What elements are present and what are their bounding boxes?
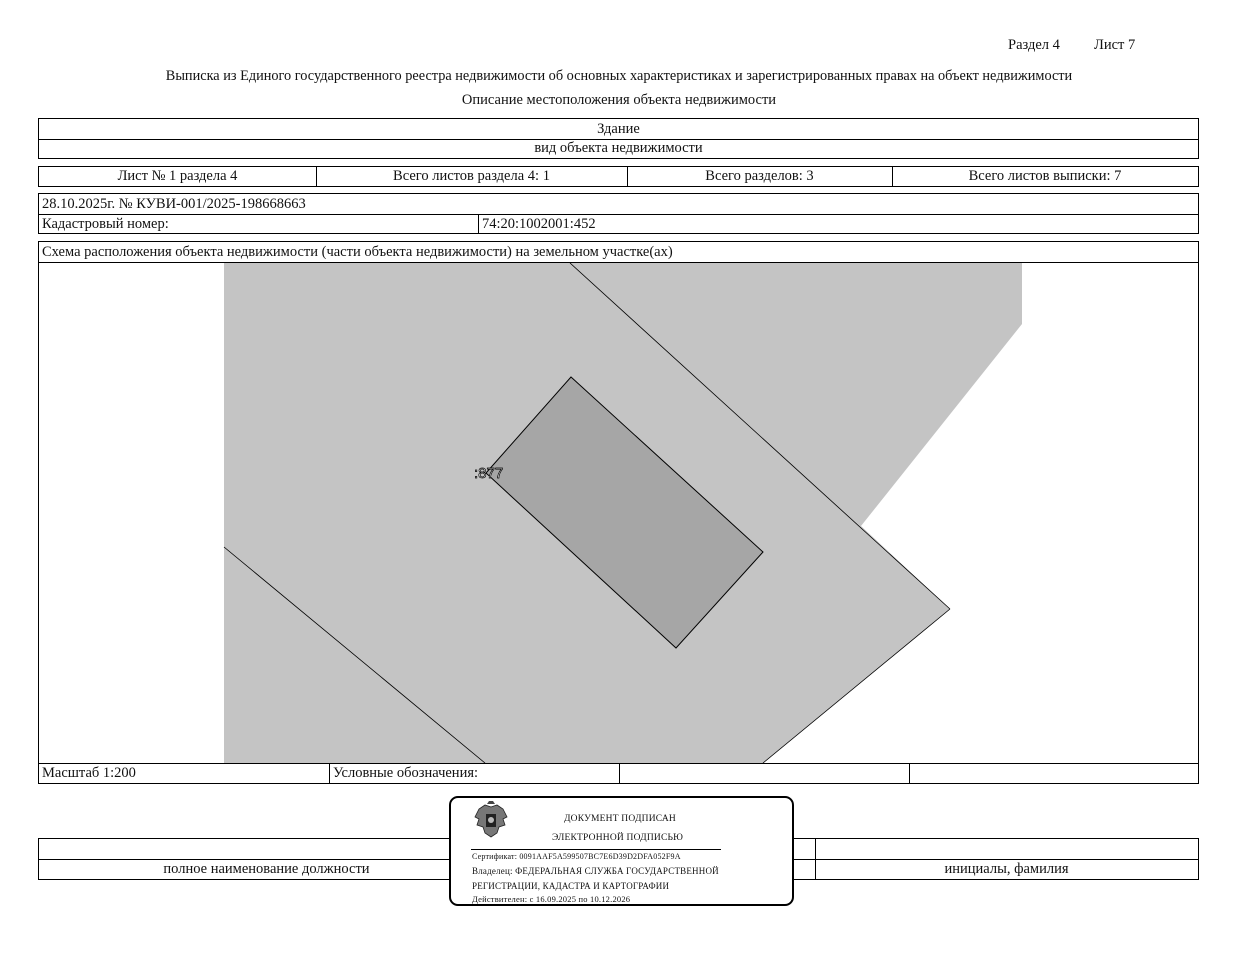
object-type-caption: вид объекта недвижимости bbox=[534, 140, 703, 156]
total-sections: Всего разделов: 3 bbox=[705, 168, 814, 184]
stamp-heading-line1: ДОКУМЕНТ ПОДПИСАН bbox=[564, 814, 676, 824]
electronic-signature-stamp bbox=[449, 796, 794, 906]
section-number: Раздел 4 bbox=[1008, 37, 1060, 53]
divider bbox=[39, 214, 1198, 215]
cadastral-number: 74:20:1002001:452 bbox=[482, 216, 596, 232]
request-box bbox=[38, 193, 1199, 234]
sheets-row bbox=[38, 166, 1199, 187]
request-date-number: 28.10.2025г. № КУВИ-001/2025-198668663 bbox=[42, 196, 306, 212]
stamp-validity: Действителен: с 16.09.2025 по 10.12.2026 bbox=[472, 894, 631, 904]
position-caption: полное наименование должности bbox=[163, 861, 370, 877]
divider bbox=[909, 763, 910, 783]
stamp-owner-line2: РЕГИСТРАЦИИ, КАДАСТРА И КАРТОГРАФИИ bbox=[472, 881, 670, 891]
object-type-box bbox=[38, 118, 1199, 159]
scale-label: Масштаб 1:200 bbox=[42, 765, 136, 781]
scheme-title: Схема расположения объекта недвижимости (части объекта недвижимости) на земельном участке(ах) bbox=[42, 244, 673, 260]
stamp-owner-line1: Владелец: ФЕДЕРАЛЬНАЯ СЛУЖБА ГОСУДАРСТВЕННОЙ bbox=[472, 866, 719, 876]
stamp-heading-line2: ЭЛЕКТРОННОЙ ПОДПИСЬЮ bbox=[552, 833, 684, 843]
parcel-number-label: :877 bbox=[474, 465, 504, 482]
divider bbox=[478, 214, 479, 233]
legend-label: Условные обозначения: bbox=[333, 765, 479, 781]
total-sheets-section: Всего листов раздела 4: 1 bbox=[393, 168, 550, 184]
divider bbox=[619, 763, 620, 783]
document-title: Выписка из Единого государственного реестра недвижимости об основных характеристиках и зарегистрированных правах на объект недвижимости bbox=[165, 68, 1073, 84]
object-type-value: Здание bbox=[597, 120, 640, 137]
document-subtitle: Описание местоположения объекта недвижимости bbox=[461, 92, 777, 108]
scheme-box bbox=[38, 241, 1199, 784]
sheet-number: Лист 7 bbox=[1094, 37, 1136, 53]
coat-of-arms-icon bbox=[471, 801, 511, 841]
cadastral-label: Кадастровый номер: bbox=[42, 216, 169, 232]
divider bbox=[329, 763, 330, 783]
total-sheets-extract: Всего листов выписки: 7 bbox=[968, 168, 1122, 184]
site-plan-map bbox=[39, 263, 1198, 763]
sheet-of-section: Лист № 1 раздела 4 bbox=[117, 168, 238, 184]
name-caption: инициалы, фамилия bbox=[944, 861, 1069, 877]
stamp-certificate: Сертификат: 0091AAF5A599507BC7E6D39D2DFA052F9A bbox=[472, 852, 681, 861]
stamp-rule bbox=[471, 849, 721, 850]
